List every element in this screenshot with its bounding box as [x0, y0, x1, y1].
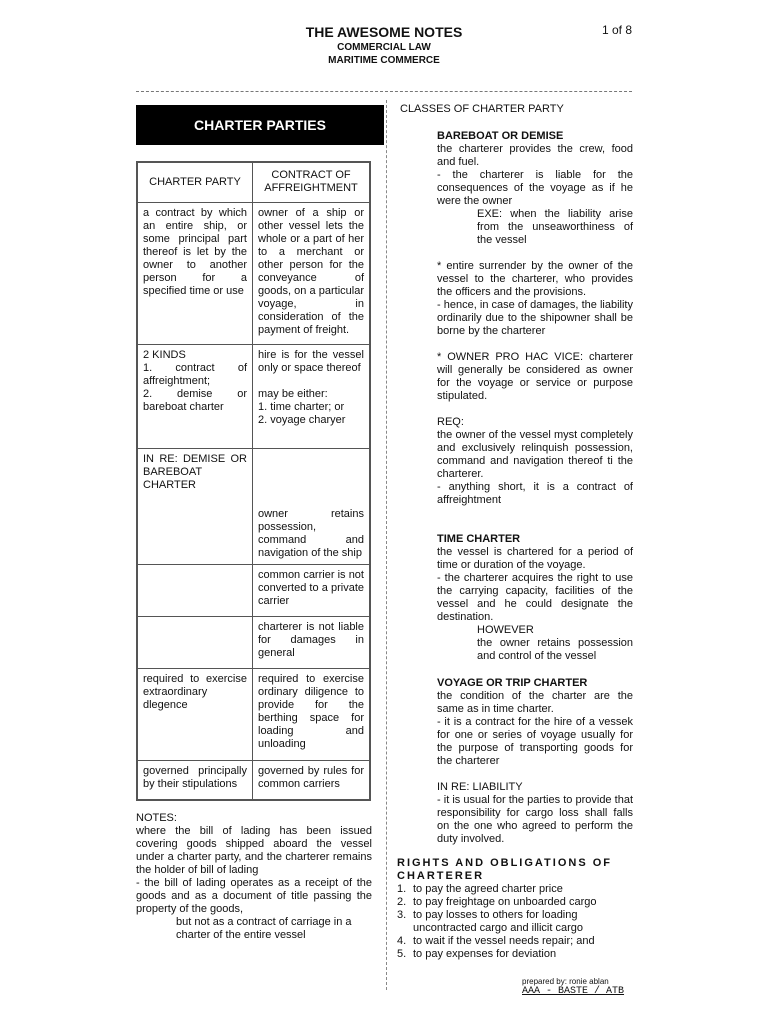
table-header-affreightment: CONTRACT OF AFFREIGHTMENT [253, 162, 371, 202]
document-subtitle: COMMERCIAL LAW [337, 42, 431, 53]
table-cell: required to exercise extraordinary dlegence [137, 668, 253, 760]
table-cell: owner of a ship or other vessel lets the whole or a part of her to a merchant or other person for the conveyance of goods, on a particular voyage, in consideration of the payment of freight. [253, 202, 371, 344]
notes-paragraph: - the bill of lading operates as a receipt of the goods and as a document of title passing the property of the goods, [136, 877, 372, 915]
document-subtitle: MARITIME COMMERCE [328, 55, 440, 66]
document-header [0, 24, 768, 67]
paragraph: * entire surrender by the owner of the vessel to the charterer, who provides the officers and the provisions. [437, 260, 633, 298]
table-header-charter-party: CHARTER PARTY [137, 162, 253, 202]
paragraph: the owner retains possession and control of the vessel [477, 637, 633, 662]
notes-paragraph: where the bill of lading has been issued covering goods shipped aboard the vessel under a charter party, and the charterer remains the holder of bill of lading [136, 825, 372, 876]
notes-label: NOTES: [136, 812, 177, 824]
rights-list [397, 883, 633, 961]
author-initials: AAA - BASTE / ATB [522, 986, 625, 997]
paragraph: - anything short, it is a contract of affreightment [437, 481, 633, 506]
section-heading: VOYAGE OR TRIP CHARTER [437, 677, 588, 689]
paragraph: HOWEVER [477, 624, 534, 636]
table-cell: charterer is not liable for damages in general [253, 616, 371, 668]
page-number: 1 of 8 [601, 23, 632, 37]
table-row [137, 344, 370, 448]
paragraph: - it is usual for the parties to provide that responsibility for cargo loss shall falls on the one who agreed to perform the duty involved. [437, 794, 633, 845]
table-cell: IN RE: DEMISE OR BAREBOAT CHARTER [137, 448, 253, 564]
table-row [137, 616, 370, 668]
time-charter-section [437, 533, 633, 663]
table-cell: a contract by which an entire ship, or some principal part thereof is let by the owner to another person for a specified time or use [137, 202, 253, 344]
table-row [137, 564, 370, 616]
table-cell: common carrier is not converted to a private carrier [253, 564, 371, 616]
table-row [137, 668, 370, 760]
list-item: 1. to pay the agreed charter price [397, 883, 563, 895]
paragraph: the charterer provides the crew, food and fuel. [437, 143, 633, 168]
document-title: THE AWESOME NOTES [305, 24, 463, 40]
paragraph: the condition of the charter are the same as in time charter. [437, 690, 633, 715]
list-item: 4. to wait if the vessel needs repair; and [397, 935, 595, 947]
paragraph: - hence, in case of damages, the liability ordinarily due to the shipowner shall be borne by the charterer [437, 299, 633, 337]
comparison-table [136, 161, 371, 801]
section-heading: TIME CHARTER [437, 533, 521, 545]
paragraph: - the charterer is liable for the consequences of the voyage as if he were the owner [437, 169, 633, 207]
notes-paragraph: but not as a contract of carriage in a charter of the entire vessel [176, 916, 352, 941]
table-cell: governed principally by their stipulations [137, 760, 253, 800]
table-cell: owner retains possession, command and navigation of the ship [253, 448, 371, 564]
prepared-by: prepared by: ronie ablan [522, 977, 609, 986]
paragraph: IN RE: LIABILITY [437, 781, 523, 793]
table-cell [137, 616, 253, 668]
paragraph: the vessel is chartered for a period of time or duration of the voyage. [437, 546, 633, 571]
rights-section [397, 857, 633, 961]
bareboat-section [437, 130, 633, 507]
notes-section [136, 812, 372, 942]
table-row [137, 202, 370, 344]
column-divider [386, 100, 387, 990]
classes-title: CLASSES OF CHARTER PARTY [400, 103, 564, 115]
list-item: 5. to pay expenses for deviation [397, 948, 557, 960]
paragraph: * OWNER PRO HAC VICE: charterer will generally be considered as owner for the voyage or service or purpose stipulated. [437, 351, 633, 402]
table-row [137, 760, 370, 800]
voyage-charter-section [437, 677, 633, 846]
paragraph: the owner of the vessel myst completely and exclusively relinquish possession, command and navigation thereof ti the charterer. [437, 429, 633, 480]
list-item: 2. to pay freightage on unboarded cargo [397, 896, 597, 908]
table-cell: hire is for the vessel only or space thereof may be either: 1. time charter; or 2. voyage charyer [253, 344, 371, 448]
table-cell: required to exercise ordinary diligence to provide for the berthing space for loading and unloading [253, 668, 371, 760]
section-heading: RIGHTS AND OBLIGATIONS OF CHARTERER [397, 857, 612, 882]
paragraph: - the charterer acquires the right to use the carrying capacity, facilities of the vessel and he could designate the destination. [437, 572, 633, 623]
section-heading: BAREBOAT OR DEMISE [437, 130, 564, 142]
table-cell: governed by rules for common carriers [253, 760, 371, 800]
list-item: 3. to pay losses to others for loading uncontracted cargo and illicit cargo [397, 909, 583, 934]
paragraph: REQ: [437, 416, 464, 428]
section-banner: CHARTER PARTIES [136, 105, 384, 145]
table-cell [137, 564, 253, 616]
table-row [137, 448, 370, 564]
paragraph: EXE: when the liability arise from the unseaworthiness of the vessel [477, 208, 633, 246]
table-cell: 2 KINDS 1. contract of affreightment; 2. demise or bareboat charter [137, 344, 253, 448]
dotted-divider [136, 91, 632, 92]
paragraph: - it is a contract for the hire of a vessek for one or series of voyage usually for the purpose of transporting goods for the charterer [437, 716, 633, 767]
